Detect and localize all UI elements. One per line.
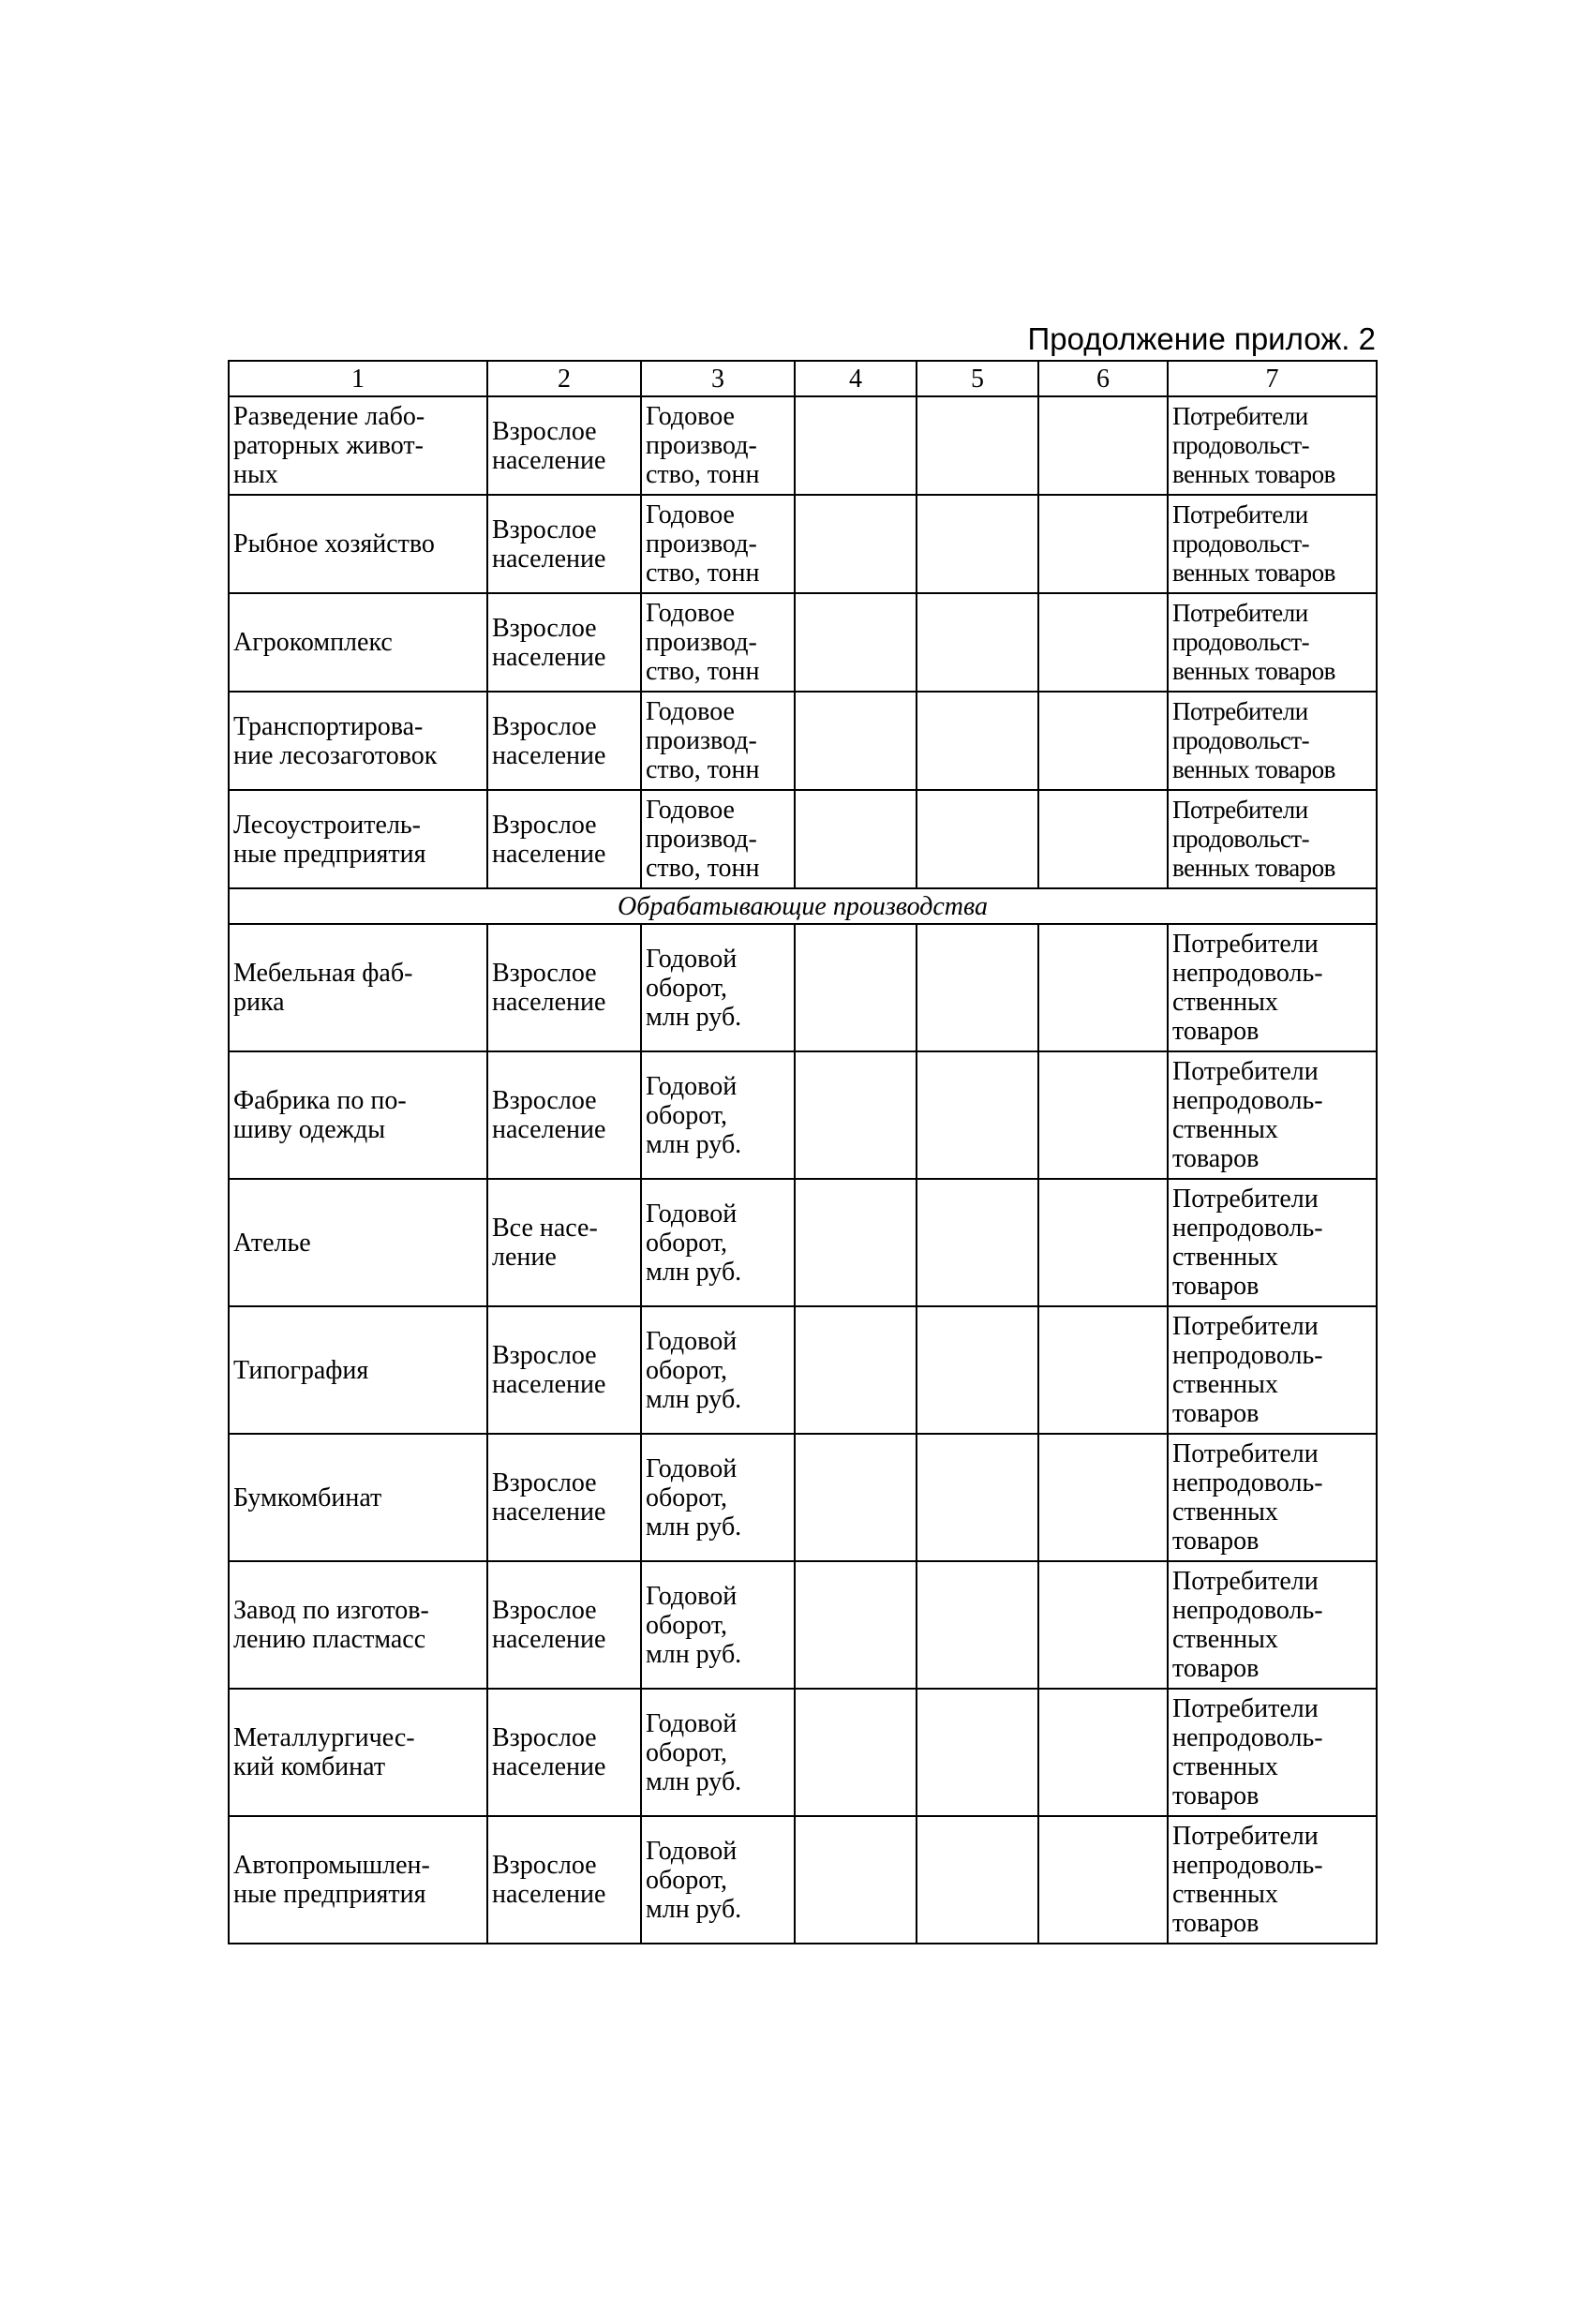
cell-line: ство, тонн	[646, 460, 760, 489]
consumers-cell	[1168, 1816, 1377, 1944]
cell-line: ственных	[1172, 1115, 1278, 1144]
indicator-cell	[641, 1561, 795, 1689]
empty-value-cell	[795, 1306, 917, 1434]
column-number: 7	[1168, 361, 1377, 396]
table-row	[229, 1561, 1377, 1689]
cell-line: Годовой	[646, 1326, 738, 1356]
cell-line: Взрослое	[492, 1723, 597, 1752]
column-number: 2	[487, 361, 641, 396]
cell-line: Годовое	[646, 796, 735, 825]
cell-line: оборот,	[646, 1355, 728, 1385]
cell-line: млн руб.	[646, 1639, 742, 1669]
cell-line: Годовой	[646, 1453, 738, 1483]
indicator-cell	[641, 1689, 795, 1816]
cell-line: Лесоустроитель-	[233, 810, 422, 840]
population-cell	[487, 1561, 641, 1689]
appendix-table	[228, 360, 1378, 1944]
cell-line: Взрослое	[492, 514, 597, 544]
empty-value-cell	[1038, 1816, 1168, 1944]
cell-line: венных товаров	[1172, 460, 1335, 488]
table-body	[229, 361, 1377, 1944]
table-row	[229, 790, 1377, 888]
table-row	[229, 692, 1377, 790]
cell-line: Годовой	[646, 1708, 738, 1738]
table-row	[229, 1179, 1377, 1306]
cell-line: ные предприятия	[233, 1880, 426, 1909]
table-row	[229, 1051, 1377, 1179]
cell-line: продовольст-	[1172, 431, 1310, 459]
cell-line: Разведение лабо-	[233, 402, 425, 431]
cell-line: млн руб.	[646, 1384, 742, 1414]
cell-line: продовольст-	[1172, 628, 1310, 656]
cell-line: производ-	[646, 529, 757, 559]
population-cell	[487, 1434, 641, 1561]
indicator-cell	[641, 924, 795, 1051]
section-title: Обрабатывающие производства	[229, 888, 1377, 924]
cell-line: ство, тонн	[646, 854, 760, 883]
enterprise-name-cell	[229, 1434, 487, 1561]
empty-value-cell	[1038, 692, 1168, 790]
cell-line: Потребители	[1172, 697, 1308, 725]
cell-line: Потребители	[1172, 402, 1308, 430]
cell-line: Годовое	[646, 500, 735, 529]
cell-line: Годовой	[646, 1071, 738, 1101]
cell-line: ство, тонн	[646, 559, 760, 588]
cell-line: товаров	[1172, 1527, 1260, 1556]
table-row	[229, 1434, 1377, 1561]
enterprise-name-cell	[229, 1051, 487, 1179]
cell-line: Годовой	[646, 1199, 738, 1229]
cell-line: ственных	[1172, 1370, 1278, 1399]
empty-value-cell	[795, 790, 917, 888]
cell-line: ние лесозаготовок	[233, 740, 438, 770]
empty-value-cell	[917, 495, 1038, 593]
enterprise-name-cell	[229, 1306, 487, 1434]
cell-line: Автопромышлен-	[233, 1851, 430, 1880]
population-cell	[487, 790, 641, 888]
population-cell	[487, 1306, 641, 1434]
consumers-cell	[1168, 396, 1377, 495]
table-row	[229, 924, 1377, 1051]
cell-line: оборот,	[646, 1100, 728, 1130]
empty-value-cell	[1038, 1306, 1168, 1434]
empty-value-cell	[795, 1051, 917, 1179]
cell-line: Годовой	[646, 944, 738, 974]
cell-line: шиву одежды	[233, 1115, 386, 1144]
cell-line: рика	[233, 988, 285, 1017]
cell-line: Мебельная фаб-	[233, 959, 413, 988]
cell-line: оборот,	[646, 1865, 728, 1895]
cell-line: продовольст-	[1172, 825, 1310, 853]
cell-line: ственных	[1172, 1625, 1278, 1654]
empty-value-cell	[1038, 1051, 1168, 1179]
cell-line: Потребители	[1172, 1312, 1319, 1341]
cell-line: население	[492, 1370, 606, 1399]
table-row	[229, 1816, 1377, 1944]
empty-value-cell	[795, 593, 917, 692]
cell-line: Годовое	[646, 697, 735, 726]
cell-line: Ателье	[233, 1228, 311, 1258]
cell-line: Взрослое	[492, 416, 597, 446]
cell-line: товаров	[1172, 1017, 1260, 1046]
cell-line: венных товаров	[1172, 559, 1335, 587]
page-caption: Продолжение прилож. 2	[1027, 321, 1376, 356]
indicator-cell	[641, 396, 795, 495]
empty-value-cell	[917, 924, 1038, 1051]
enterprise-name-cell	[229, 1689, 487, 1816]
empty-value-cell	[795, 1434, 917, 1561]
empty-value-cell	[795, 1689, 917, 1816]
cell-line: ство, тонн	[646, 755, 760, 784]
cell-line: товаров	[1172, 1272, 1260, 1301]
empty-value-cell	[795, 1816, 917, 1944]
empty-value-cell	[1038, 924, 1168, 1051]
cell-line: кий комбинат	[233, 1752, 386, 1781]
cell-line: Годовое	[646, 402, 735, 431]
cell-line: товаров	[1172, 1654, 1260, 1683]
column-number: 5	[917, 361, 1038, 396]
population-cell	[487, 495, 641, 593]
empty-value-cell	[795, 692, 917, 790]
cell-line: население	[492, 1497, 606, 1527]
cell-line: млн руб.	[646, 1766, 742, 1796]
cell-line: ственных	[1172, 1243, 1278, 1272]
cell-line: оборот,	[646, 1482, 728, 1512]
population-cell	[487, 924, 641, 1051]
empty-value-cell	[917, 790, 1038, 888]
cell-line: Фабрика по по-	[233, 1086, 407, 1115]
cell-line: млн руб.	[646, 1002, 742, 1032]
cell-line: Потребители	[1172, 1567, 1319, 1596]
indicator-cell	[641, 790, 795, 888]
cell-line: Потребители	[1172, 599, 1308, 627]
cell-line: ные предприятия	[233, 839, 426, 869]
empty-value-cell	[917, 593, 1038, 692]
cell-line: венных товаров	[1172, 755, 1335, 783]
cell-line: Потребители	[1172, 930, 1319, 959]
cell-line: продовольст-	[1172, 726, 1310, 754]
consumers-cell	[1168, 924, 1377, 1051]
column-number-row	[229, 361, 1377, 396]
cell-line: Рыбное хозяйство	[233, 529, 435, 559]
empty-value-cell	[795, 924, 917, 1051]
indicator-cell	[641, 1179, 795, 1306]
population-cell	[487, 692, 641, 790]
cell-line: непродоволь-	[1172, 1341, 1323, 1370]
cell-line: товаров	[1172, 1909, 1260, 1938]
cell-line: Все насе-	[492, 1214, 598, 1243]
consumers-cell	[1168, 1179, 1377, 1306]
cell-line: товаров	[1172, 1399, 1260, 1428]
table-row	[229, 1306, 1377, 1434]
cell-line: оборот,	[646, 1228, 728, 1258]
cell-line: млн руб.	[646, 1257, 742, 1287]
cell-line: непродоволь-	[1172, 1851, 1323, 1880]
indicator-cell	[641, 593, 795, 692]
enterprise-name-cell	[229, 1179, 487, 1306]
consumers-cell	[1168, 495, 1377, 593]
consumers-cell	[1168, 1434, 1377, 1561]
column-number: 6	[1038, 361, 1168, 396]
population-cell	[487, 1816, 641, 1944]
empty-value-cell	[795, 1179, 917, 1306]
empty-value-cell	[1038, 1689, 1168, 1816]
table-row	[229, 396, 1377, 495]
cell-line: Потребители	[1172, 1184, 1319, 1214]
enterprise-name-cell	[229, 396, 487, 495]
column-number: 1	[229, 361, 487, 396]
cell-line: население	[492, 839, 606, 869]
cell-line: Взрослое	[492, 711, 597, 741]
enterprise-name-cell	[229, 593, 487, 692]
cell-line: производ-	[646, 726, 757, 755]
cell-line: Агрокомплекс	[233, 628, 393, 657]
population-cell	[487, 1689, 641, 1816]
cell-line: оборот,	[646, 973, 728, 1003]
consumers-cell	[1168, 1689, 1377, 1816]
empty-value-cell	[917, 1689, 1038, 1816]
cell-line: население	[492, 1115, 606, 1144]
section-row	[229, 888, 1377, 924]
consumers-cell	[1168, 593, 1377, 692]
cell-line: млн руб.	[646, 1894, 742, 1924]
empty-value-cell	[795, 495, 917, 593]
cell-line: товаров	[1172, 1144, 1260, 1173]
cell-line: Потребители	[1172, 1822, 1319, 1851]
cell-line: Взрослое	[492, 959, 597, 988]
cell-line: Взрослое	[492, 1086, 597, 1115]
enterprise-name-cell	[229, 692, 487, 790]
consumers-cell	[1168, 1306, 1377, 1434]
cell-line: производ-	[646, 628, 757, 657]
cell-line: население	[492, 445, 606, 475]
indicator-cell	[641, 692, 795, 790]
cell-line: Бумкомбинат	[233, 1482, 382, 1512]
cell-line: население	[492, 988, 606, 1017]
cell-line: Потребители	[1172, 1057, 1319, 1086]
column-number: 3	[641, 361, 795, 396]
empty-value-cell	[1038, 495, 1168, 593]
empty-value-cell	[1038, 1179, 1168, 1306]
cell-line: Потребители	[1172, 1439, 1319, 1468]
population-cell	[487, 593, 641, 692]
cell-line: ственных	[1172, 1752, 1278, 1781]
cell-line: лению пластмасс	[233, 1625, 426, 1654]
cell-line: Годовое	[646, 599, 735, 628]
cell-line: оборот,	[646, 1610, 728, 1640]
empty-value-cell	[917, 1306, 1038, 1434]
cell-line: население	[492, 1880, 606, 1909]
empty-value-cell	[1038, 1434, 1168, 1561]
cell-line: ство, тонн	[646, 657, 760, 686]
cell-line: население	[492, 642, 606, 672]
cell-line: производ-	[646, 825, 757, 854]
enterprise-name-cell	[229, 495, 487, 593]
cell-line: венных товаров	[1172, 657, 1335, 685]
cell-line: ных	[233, 460, 278, 489]
population-cell	[487, 1051, 641, 1179]
empty-value-cell	[917, 692, 1038, 790]
cell-line: Завод по изготов-	[233, 1596, 429, 1625]
cell-line: Потребители	[1172, 796, 1308, 824]
empty-value-cell	[1038, 790, 1168, 888]
cell-line: Взрослое	[492, 613, 597, 643]
indicator-cell	[641, 1306, 795, 1434]
empty-value-cell	[917, 396, 1038, 495]
cell-line: непродоволь-	[1172, 1468, 1323, 1497]
column-number: 4	[795, 361, 917, 396]
empty-value-cell	[917, 1434, 1038, 1561]
empty-value-cell	[917, 1816, 1038, 1944]
cell-line: Взрослое	[492, 1468, 597, 1497]
consumers-cell	[1168, 1561, 1377, 1689]
cell-line: продовольст-	[1172, 529, 1310, 558]
empty-value-cell	[1038, 1561, 1168, 1689]
cell-line: Годовой	[646, 1836, 738, 1866]
cell-line: Годовой	[646, 1581, 738, 1611]
cell-line: Взрослое	[492, 1341, 597, 1370]
cell-line: Металлургичес-	[233, 1723, 415, 1752]
cell-line: население	[492, 1625, 606, 1654]
population-cell	[487, 1179, 641, 1306]
cell-line: Транспортирова-	[233, 711, 424, 741]
cell-line: непродоволь-	[1172, 1086, 1323, 1115]
enterprise-name-cell	[229, 1561, 487, 1689]
cell-line: население	[492, 1752, 606, 1781]
cell-line: производ-	[646, 431, 757, 460]
cell-line: Взрослое	[492, 1851, 597, 1880]
table-row	[229, 1689, 1377, 1816]
indicator-cell	[641, 1434, 795, 1561]
cell-line: Типография	[233, 1355, 369, 1385]
consumers-cell	[1168, 692, 1377, 790]
empty-value-cell	[795, 396, 917, 495]
enterprise-name-cell	[229, 790, 487, 888]
cell-line: Взрослое	[492, 810, 597, 840]
cell-line: млн руб.	[646, 1512, 742, 1542]
indicator-cell	[641, 1051, 795, 1179]
cell-line: Потребители	[1172, 500, 1308, 529]
cell-line: Потребители	[1172, 1694, 1319, 1723]
cell-line: население	[492, 544, 606, 574]
cell-line: Взрослое	[492, 1596, 597, 1625]
enterprise-name-cell	[229, 924, 487, 1051]
indicator-cell	[641, 495, 795, 593]
cell-line: ление	[492, 1243, 557, 1272]
empty-value-cell	[917, 1561, 1038, 1689]
consumers-cell	[1168, 790, 1377, 888]
cell-line: товаров	[1172, 1781, 1260, 1810]
table-row	[229, 495, 1377, 593]
cell-line: венных товаров	[1172, 854, 1335, 882]
empty-value-cell	[917, 1051, 1038, 1179]
cell-line: непродоволь-	[1172, 1723, 1323, 1752]
cell-line: ственных	[1172, 988, 1278, 1017]
cell-line: ственных	[1172, 1880, 1278, 1909]
table-row	[229, 593, 1377, 692]
empty-value-cell	[917, 1179, 1038, 1306]
indicator-cell	[641, 1816, 795, 1944]
consumers-cell	[1168, 1051, 1377, 1179]
cell-line: раторных живот-	[233, 431, 424, 460]
empty-value-cell	[795, 1561, 917, 1689]
cell-line: оборот,	[646, 1737, 728, 1767]
cell-line: непродоволь-	[1172, 959, 1323, 988]
cell-line: млн руб.	[646, 1129, 742, 1159]
enterprise-name-cell	[229, 1816, 487, 1944]
cell-line: ственных	[1172, 1497, 1278, 1527]
empty-value-cell	[1038, 396, 1168, 495]
cell-line: непродоволь-	[1172, 1214, 1323, 1243]
cell-line: непродоволь-	[1172, 1596, 1323, 1625]
cell-line: население	[492, 740, 606, 770]
population-cell	[487, 396, 641, 495]
empty-value-cell	[1038, 593, 1168, 692]
